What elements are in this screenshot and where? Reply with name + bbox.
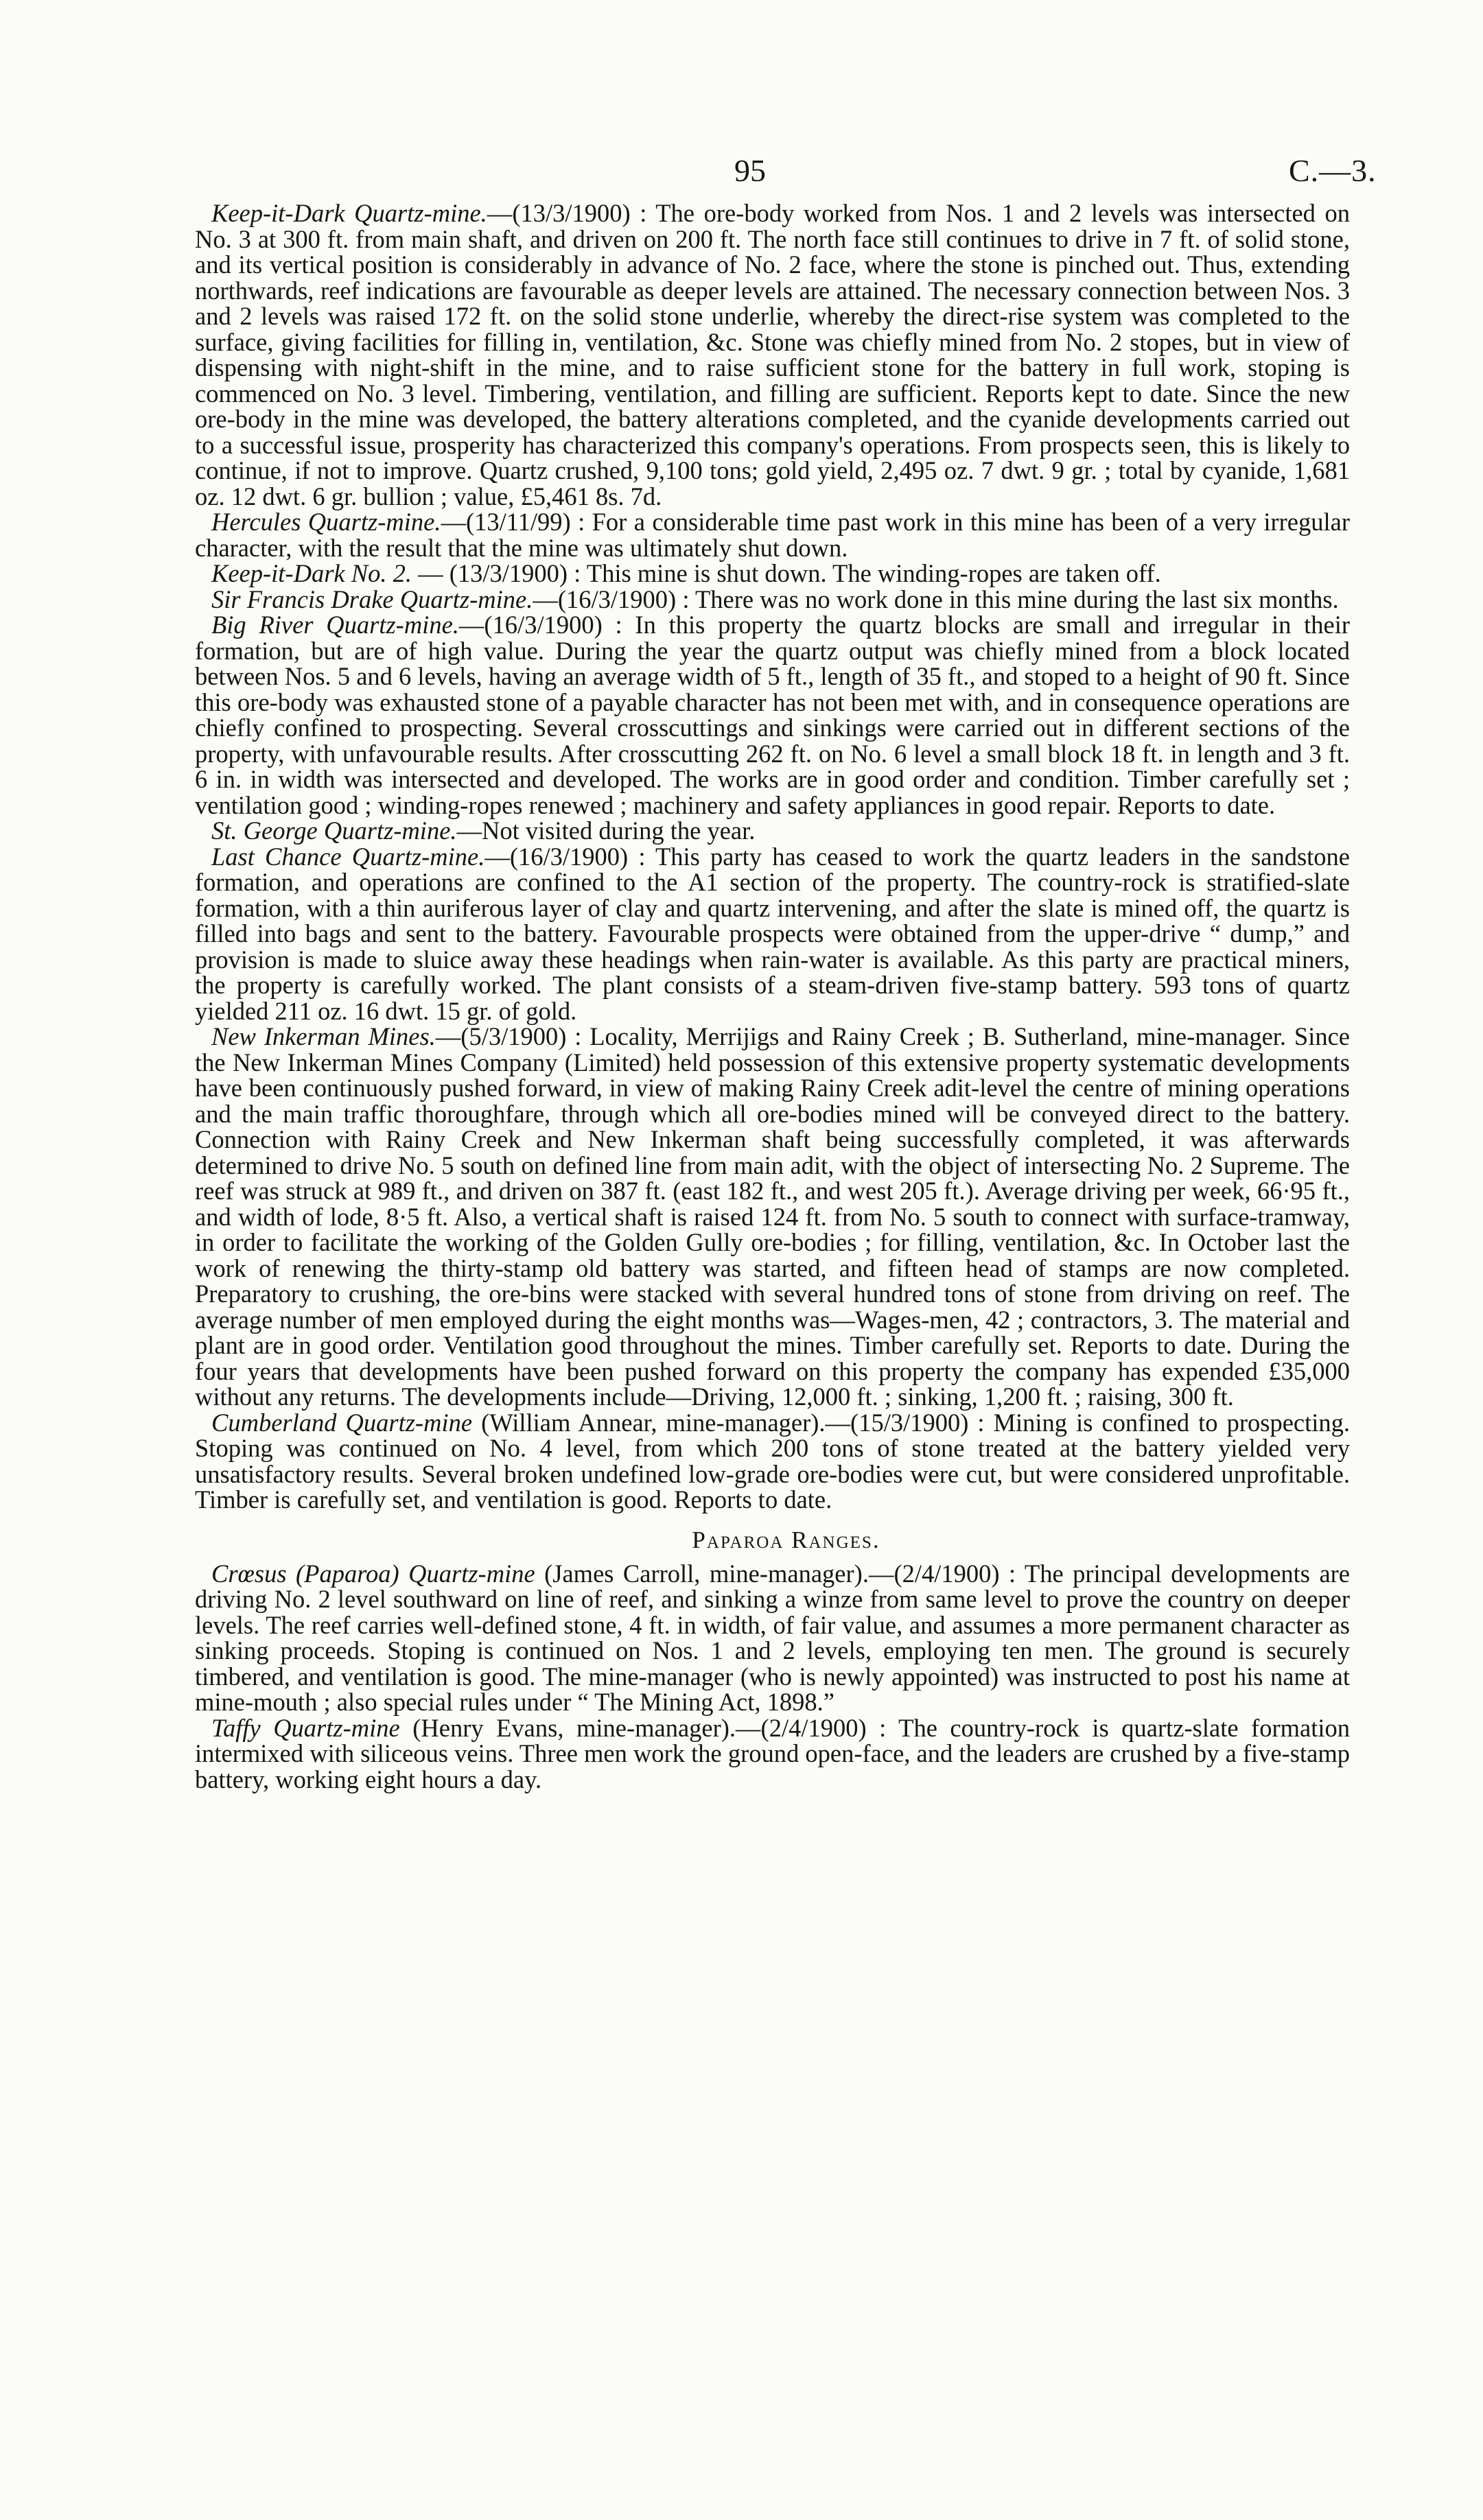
mine-report: —(13/11/99) : For a considerable time past work in this mine has been of a very irregular character, with the result that the mine was ultimately shut down. bbox=[195, 508, 1351, 562]
paragraph-new-inkerman bbox=[195, 1024, 1350, 1410]
paragraph-hercules bbox=[195, 509, 1350, 561]
mine-title: St. George Quartz-mine. bbox=[211, 816, 457, 845]
mine-report: (Henry Evans, mine-manager).—(2/4/1900) : The country-rock is quartz-slate formation intermixed with siliceous veins. Three men work the ground open-face, and the leaders are crushed by a five-stamp battery, working eight hours a day. bbox=[195, 1713, 1350, 1793]
mine-report: —(16/3/1900) : This party has ceased to work the quartz leaders in the sandstone formation, and operations are confined to the A1 section of the property. The country-rock is stratified-slate formation, with a thin auriferous layer of clay and quartz intervening, and after the slate is mined off, the quartz is filled into bags and sent to the battery. Favourable prospects were obtained from the upper-drive “ dump,” and provision is made to sluice away these headings when rain-water is available. As this party are practical miners, the property is carefully worked. The plant consists of a steam-driven five-stamp battery. 593 tons of quartz yielded 211 oz. 16 dwt. 15 gr. of gold. bbox=[195, 842, 1351, 1025]
mine-title: Last Chance Quartz-mine. bbox=[211, 842, 485, 871]
paragraph-cumberland bbox=[195, 1410, 1350, 1513]
mine-title: Taffy Quartz-mine bbox=[211, 1713, 400, 1742]
paragraph-keep-it-dark-no2 bbox=[195, 561, 1350, 587]
paragraph-croesus bbox=[195, 1561, 1350, 1715]
mine-report: — (13/3/1900) : This mine is shut down. The winding-ropes are taken off. bbox=[411, 559, 1161, 587]
mine-report: —(13/3/1900) : The ore-body worked from Nos. 1 and 2 levels was intersected on No. 3 at 300 ft. from main shaft, and driven on 200 ft. The north face still continues to drive in 7 ft. of solid stone, and its vertical position is considerably in advance of No. 2 face, where the stone is pinched out. Thus, extending northwards, reef indications are favourable as deeper levels are attained. The necessary connection between Nos. 3 and 2 levels was raised 172 ft. on the solid stone underlie, whereby the direct-rise system was completed to the surface, giving facilities for filling in, ventilation, &c. Stone was chiefly mined from No. 2 stopes, but in view of dispensing with night-shift in the mine, and to raise sufficient stone for the battery in full work, stoping is commenced on No. 3 level. Timbering, ventilation, and filling are sufficient. Reports kept to date. Since the new ore-body in the mine was developed, the battery alterations completed, and the cyanide developments carried out to a successful issue, prosperity has characterized this company's operations. From prospects seen, this is likely to continue, if not to improve. Quartz crushed, 9,100 tons; gold yield, 2,495 oz. 7 dwt. 9 gr. ; total by cyanide, 1,681 oz. 12 dwt. 6 gr. bullion ; value, £5,461 8s. 7d. bbox=[195, 199, 1350, 510]
paragraph-big-river bbox=[195, 612, 1350, 818]
mine-title: Sir Francis Drake Quartz-mine. bbox=[211, 585, 533, 613]
body-text bbox=[195, 200, 1350, 1792]
paragraph-sir-francis-drake bbox=[195, 587, 1350, 613]
document-reference: C.—3. bbox=[1289, 153, 1377, 188]
paragraph-taffy bbox=[195, 1715, 1350, 1793]
section-heading: Paparoa Ranges. bbox=[692, 1526, 880, 1553]
mine-title: Hercules Quartz-mine. bbox=[211, 508, 441, 536]
mine-title: Keep-it-Dark No. 2. bbox=[211, 559, 412, 587]
mine-title: Cumberland Quartz-mine bbox=[211, 1408, 473, 1437]
mine-title: Keep-it-Dark Quartz-mine. bbox=[211, 199, 487, 227]
mine-report: —(5/3/1900) : Locality, Merrijigs and Rainy Creek ; B. Sutherland, mine-manager. Since the New Inkerman Mines Company (Limited) held possession of this extensive property systematic developments have been continuously pushed forward, in view of making Rainy Creek adit-level the centre of mining operations and the main traffic thoroughfare, through which all ore-bodies mined will be conveyed direct to the battery. Connection with Rainy Creek and New Inkerman shaft being successfully completed, it was afterwards determined to drive No. 5 south on defined line from main adit, with the object of intersecting No. 2 Supreme. The reef was struck at 989 ft., and driven on 387 ft. (east 182 ft., and west 205 ft.). Average driving per week, 66·95 ft., and width of lode, 8·5 ft. Also, a vertical shaft is raised 124 ft. from No. 5 south to connect with surface-tramway, in order to facilitate the working of the Golden Gully ore-bodies ; for filling, ventilation, &c. In October last the work of renewing the thirty-stamp old battery was started, and fifteen head of stamps are now completed. Preparatory to crushing, the ore-bins were stacked with several hundred tons of stone from driving on reef. The average number of men employed during the eight months was—Wages-men, 42 ; contractors, 3. The material and plant are in good order. Ventilation good throughout the mines. Timber carefully set. Reports to date. During the four years that developments have been pushed forward on this property the company has expended £35,000 without any returns. The developments include—Driving, 12,000 ft. ; sinking, 1,200 ft. ; raising, 300 ft. bbox=[195, 1022, 1350, 1411]
mine-title: Big River Quartz-mine. bbox=[211, 611, 459, 639]
mine-report: (William Annear, mine-manager).—(15/3/1900) : Mining is confined to prospecting. Stoping was continued on No. 4 level, from which 200 tons of stone treated at the battery yielded very unsatisfactory results. Several broken undefined low-grade ore-bodies were cut, but were considered unprofitable. Timber is carefully set, and ventilation is good. Reports to date. bbox=[195, 1408, 1351, 1514]
mine-title: Crœsus (Paparoa) Quartz-mine bbox=[211, 1559, 535, 1588]
page-number: 95 bbox=[734, 153, 766, 188]
mine-title: New Inkerman Mines. bbox=[211, 1022, 436, 1050]
paragraph-st-george bbox=[195, 818, 1350, 844]
mine-report: —(16/3/1900) : In this property the quartz blocks are small and irregular in their formation, but are of high value. During the year the quartz output was chiefly mined from a block located between Nos. 5 and 6 levels, having an average width of 5 ft., length of 35 ft., and stoped to a height of 90 ft. Since this ore-body was exhausted stone of a payable character has not been met with, and in consequence operations are chiefly confined to prospecting. Several crosscuttings and sinkings were carried out in different sections of the property, with unfavourable results. After crosscutting 262 ft. on No. 6 level a small block 18 ft. in length and 3 ft. 6 in. in width was intersected and developed. The works are in good order and condition. Timber carefully set ; ventilation good ; winding-ropes renewed ; machinery and safety appliances in good repair. Reports to date. bbox=[195, 611, 1350, 819]
mine-report: (James Carroll, mine-manager).—(2/4/1900) : The principal developments are driving No. 2 level southward on line of reef, and sinking a winze from same level to prove the country on deeper levels. The reef carries well-defined stone, 4 ft. in width, of fair value, and assumes a more permanent character as sinking proceeds. Stoping is continued on Nos. 1 and 2 levels, employing ten men. The ground is securely timbered, and ventilation is good. The mine-manager (who is newly appointed) was instructed to post his name at mine-mouth ; also special rules under “ The Mining Act, 1898.” bbox=[195, 1559, 1350, 1716]
mine-report: —Not visited during the year. bbox=[456, 816, 756, 845]
mine-report: —(16/3/1900) : There was no work done in this mine during the last six months. bbox=[533, 585, 1339, 613]
paragraph-last-chance bbox=[195, 844, 1350, 1024]
paragraph-keep-it-dark bbox=[195, 200, 1350, 509]
